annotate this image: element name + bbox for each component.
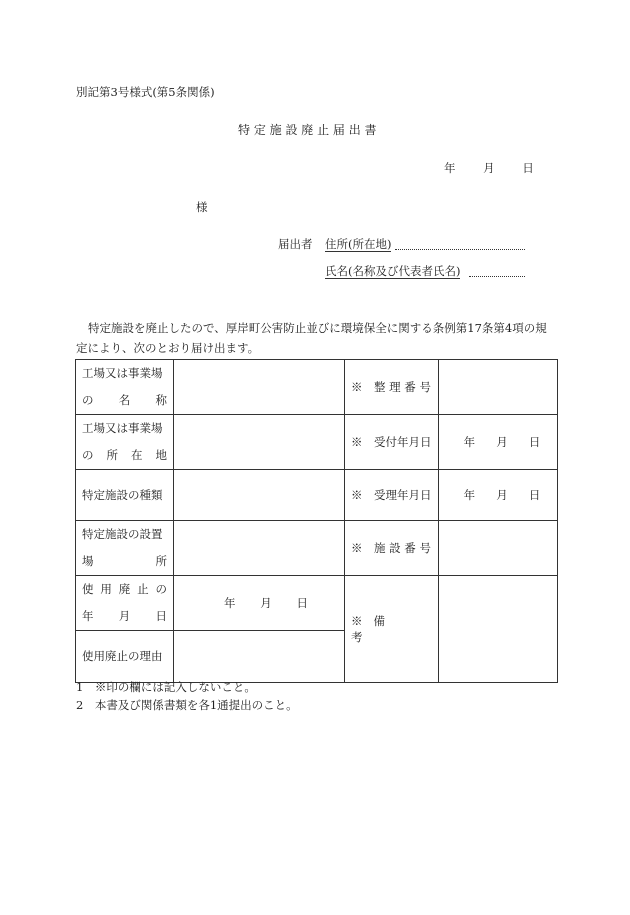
addressee-suffix: 様 xyxy=(196,200,208,214)
notifier-label: 届出者 xyxy=(278,237,313,251)
date-year: 年 xyxy=(444,161,456,175)
intro-line-2: 定により、次のとおり届け出ます。 xyxy=(76,341,260,355)
label-reference-number: ※ 整 理 番 号 xyxy=(345,360,439,415)
label-remarks: ※ 備 考 xyxy=(345,576,439,683)
label-facility-number: ※ 施 設 番 号 xyxy=(345,521,439,576)
label-facility-location: 工場又は事業場 の 所 在 地 xyxy=(76,415,174,470)
input-facility-type[interactable] xyxy=(174,470,345,521)
date-day: 日 xyxy=(522,161,534,175)
document-title: 特 定 施 設 廃 止 届 出 書 xyxy=(238,123,377,137)
label-discontinuation-reason: 使用廃止の理由 xyxy=(76,631,174,683)
input-discontinuation-reason[interactable] xyxy=(174,631,345,683)
input-facility-name[interactable] xyxy=(174,360,345,415)
intro-line-1: 特定施設を廃止したので、厚岸町公害防止並びに環境保全に関する条例第17条第4項の規 xyxy=(88,321,547,335)
name-label: 氏名(名称及び代表者氏名) xyxy=(325,264,461,278)
address-label: 住所(所在地) xyxy=(325,237,392,251)
input-installation-site[interactable] xyxy=(174,521,345,576)
notifier-address-line xyxy=(325,236,525,250)
form-code: 別記第3号様式(第5条関係) xyxy=(76,85,215,99)
input-remarks xyxy=(439,576,558,683)
label-facility-name: 工場又は事業場 の 名 称 xyxy=(76,360,174,415)
note-2: 2 本書及び関係書類を各1通提出のこと。 xyxy=(76,698,298,712)
notifier-name-line xyxy=(325,263,525,277)
date-month: 月 xyxy=(483,161,495,175)
submission-date xyxy=(444,160,534,176)
label-discontinuation-date: 使 用 廃 止 の 年 月 日 xyxy=(76,576,174,631)
label-installation-site: 特定施設の設置 場 所 xyxy=(76,521,174,576)
label-accepted-date: ※ 受理年月日 xyxy=(345,470,439,521)
label-facility-type: 特定施設の種類 xyxy=(76,470,174,521)
input-discontinuation-date[interactable]: 年 月 日 xyxy=(174,576,345,631)
note-1: 1 ※印の欄には記入しないこと。 xyxy=(76,680,256,694)
value-received-date: 年 月 日 xyxy=(439,415,558,470)
facility-table xyxy=(75,359,558,683)
label-received-date: ※ 受付年月日 xyxy=(345,415,439,470)
input-facility-number xyxy=(439,521,558,576)
input-facility-location[interactable] xyxy=(174,415,345,470)
value-accepted-date: 年 月 日 xyxy=(439,470,558,521)
input-reference-number xyxy=(439,360,558,415)
